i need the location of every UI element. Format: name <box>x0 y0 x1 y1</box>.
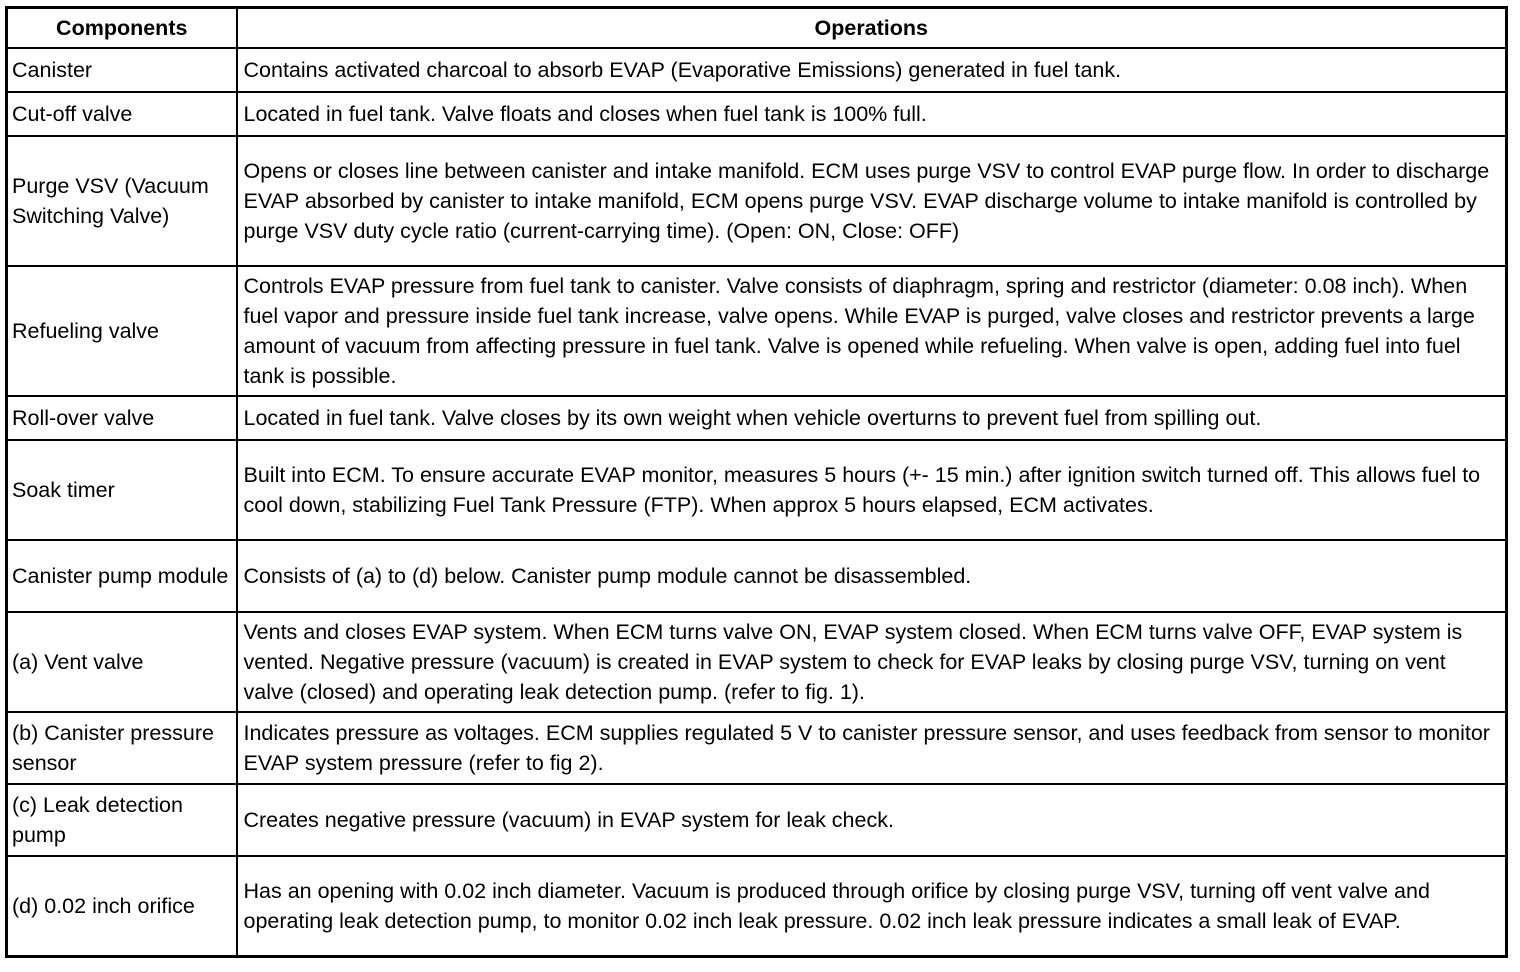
components-column-header: Components <box>7 8 237 49</box>
table-row <box>7 784 1507 856</box>
operation-cell: Located in fuel tank. Valve floats and closes when fuel tank is 100% full. <box>237 92 1507 136</box>
table-row <box>7 440 1507 540</box>
component-cell: Roll-over valve <box>7 396 237 440</box>
component-cell: Purge VSV (Vacuum Switching Valve) <box>7 136 237 266</box>
component-cell: Soak timer <box>7 440 237 540</box>
table-row <box>7 136 1507 266</box>
component-cell: Canister pump module <box>7 540 237 612</box>
operation-cell: Controls EVAP pressure from fuel tank to canister. Valve consists of diaphragm, spring and restrictor (diameter: 0.08 inch). When fuel vapor and pressure inside fuel tank increase, valve opens. While EVAP is purged, valve closes and restrictor prevents a large amount of vacuum from affecting pressure in fuel tank. Valve is opened while refueling. When valve is open, adding fuel into fuel tank is possible. <box>237 266 1507 396</box>
table-row <box>7 540 1507 612</box>
operation-cell: Located in fuel tank. Valve closes by its own weight when vehicle overturns to prevent fuel from spilling out. <box>237 396 1507 440</box>
component-cell: Refueling valve <box>7 266 237 396</box>
header-row <box>7 8 1507 49</box>
operation-cell: Contains activated charcoal to absorb EVAP (Evaporative Emissions) generated in fuel tank. <box>237 48 1507 92</box>
operation-cell: Consists of (a) to (d) below. Canister pump module cannot be disassembled. <box>237 540 1507 612</box>
component-cell: (b) Canister pressure sensor <box>7 712 237 784</box>
component-cell: (d) 0.02 inch orifice <box>7 856 237 957</box>
table-row <box>7 48 1507 92</box>
component-cell: Canister <box>7 48 237 92</box>
component-cell: Cut-off valve <box>7 92 237 136</box>
operation-cell: Vents and closes EVAP system. When ECM turns valve ON, EVAP system closed. When ECM turns valve OFF, EVAP system is vented. Negative pressure (vacuum) is created in EVAP system to check for EVAP leaks by closing purge VSV, turning on vent valve (closed) and operating leak detection pump. (refer to fig. 1). <box>237 612 1507 712</box>
table-row <box>7 712 1507 784</box>
operation-cell: Opens or closes line between canister and intake manifold. ECM uses purge VSV to control EVAP purge flow. In order to discharge EVAP absorbed by canister to intake manifold, ECM opens purge VSV. EVAP discharge volume to intake manifold is controlled by purge VSV duty cycle ratio (current-carrying time). (Open: ON, Close: OFF) <box>237 136 1507 266</box>
table-row <box>7 612 1507 712</box>
table-row <box>7 92 1507 136</box>
operation-cell: Indicates pressure as voltages. ECM supplies regulated 5 V to canister pressure sensor, and uses feedback from sensor to monitor EVAP system pressure (refer to fig 2). <box>237 712 1507 784</box>
operation-cell: Creates negative pressure (vacuum) in EVAP system for leak check. <box>237 784 1507 856</box>
component-cell: (c) Leak detection pump <box>7 784 237 856</box>
table-row <box>7 266 1507 396</box>
component-cell: (a) Vent valve <box>7 612 237 712</box>
evap-components-table <box>5 6 1508 958</box>
operations-column-header: Operations <box>237 8 1507 49</box>
table-row <box>7 396 1507 440</box>
operation-cell: Has an opening with 0.02 inch diameter. Vacuum is produced through orifice by closing purge VSV, turning off vent valve and operating leak detection pump, to monitor 0.02 inch leak pressure. 0.02 inch leak pressure indicates a small leak of EVAP. <box>237 856 1507 957</box>
operation-cell: Built into ECM. To ensure accurate EVAP monitor, measures 5 hours (+- 15 min.) after ignition switch turned off. This allows fuel to cool down, stabilizing Fuel Tank Pressure (FTP). When approx 5 hours elapsed, ECM activates. <box>237 440 1507 540</box>
table-row <box>7 856 1507 957</box>
